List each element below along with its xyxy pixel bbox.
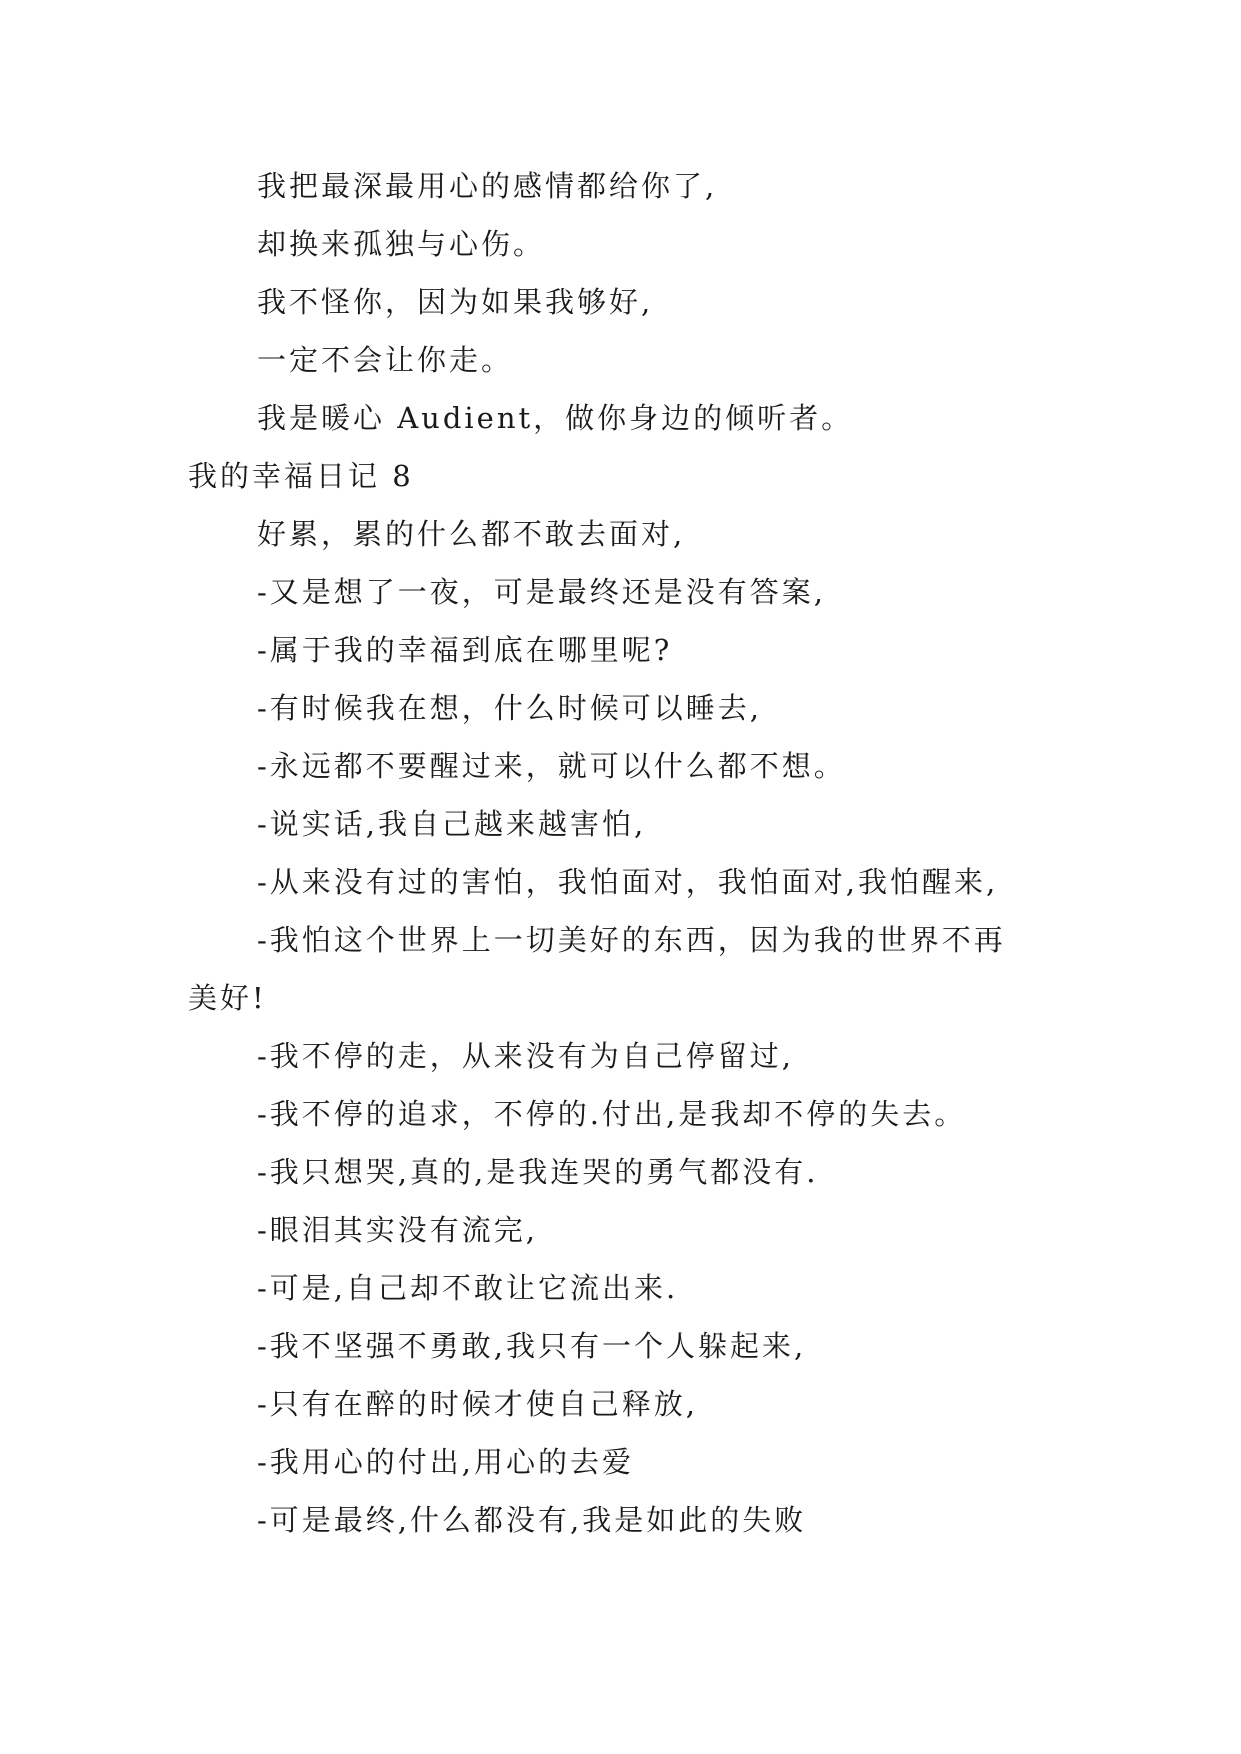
text-line: 好累，累的什么都不敢去面对, xyxy=(257,517,686,551)
text-line: -属于我的幸福到底在哪里呢? xyxy=(257,633,673,667)
text-line: -有时候我在想，什么时候可以睡去, xyxy=(257,691,763,725)
text-line: -可是最终,什么都没有,我是如此的失败 xyxy=(257,1503,807,1537)
text-line: 我把最深最用心的感情都给你了, xyxy=(257,169,718,203)
text-line: -可是,自己却不敢让它流出来. xyxy=(257,1271,679,1305)
text-line: -我怕这个世界上一切美好的东西，因为我的世界不再 xyxy=(257,923,1006,957)
text-line: -我用心的付出,用心的去爱 xyxy=(257,1445,635,1479)
text-line: -我不停的走，从来没有为自己停留过, xyxy=(257,1039,795,1073)
text-line: -我不停的追求，不停的.付出,是我却不停的失去。 xyxy=(257,1097,967,1131)
text-line: -我不坚强不勇敢,我只有一个人躲起来, xyxy=(257,1329,807,1363)
text-line: 我是暖心 Audient，做你身边的倾听者。 xyxy=(257,401,854,435)
text-line: -眼泪其实没有流完, xyxy=(257,1213,539,1247)
text-line: -从来没有过的害怕，我怕面对，我怕面对,我怕醒来, xyxy=(257,865,999,899)
text-line: -又是想了一夜，可是最终还是没有答案, xyxy=(257,575,827,609)
text-line: -永远都不要醒过来，就可以什么都不想。 xyxy=(257,749,846,783)
text-line: 我不怪你，因为如果我够好, xyxy=(257,285,654,319)
text-line: 美好! xyxy=(188,981,267,1015)
text-line: 一定不会让你走。 xyxy=(257,343,514,377)
text-line: -只有在醉的时候才使自己释放, xyxy=(257,1387,699,1421)
text-line: -说实话,我自己越来越害怕, xyxy=(257,807,647,841)
section-heading: 我的幸福日记 8 xyxy=(188,459,414,493)
text-line: -我只想哭,真的,是我连哭的勇气都没有. xyxy=(257,1155,819,1189)
text-line: 却换来孤独与心伤。 xyxy=(257,227,546,261)
